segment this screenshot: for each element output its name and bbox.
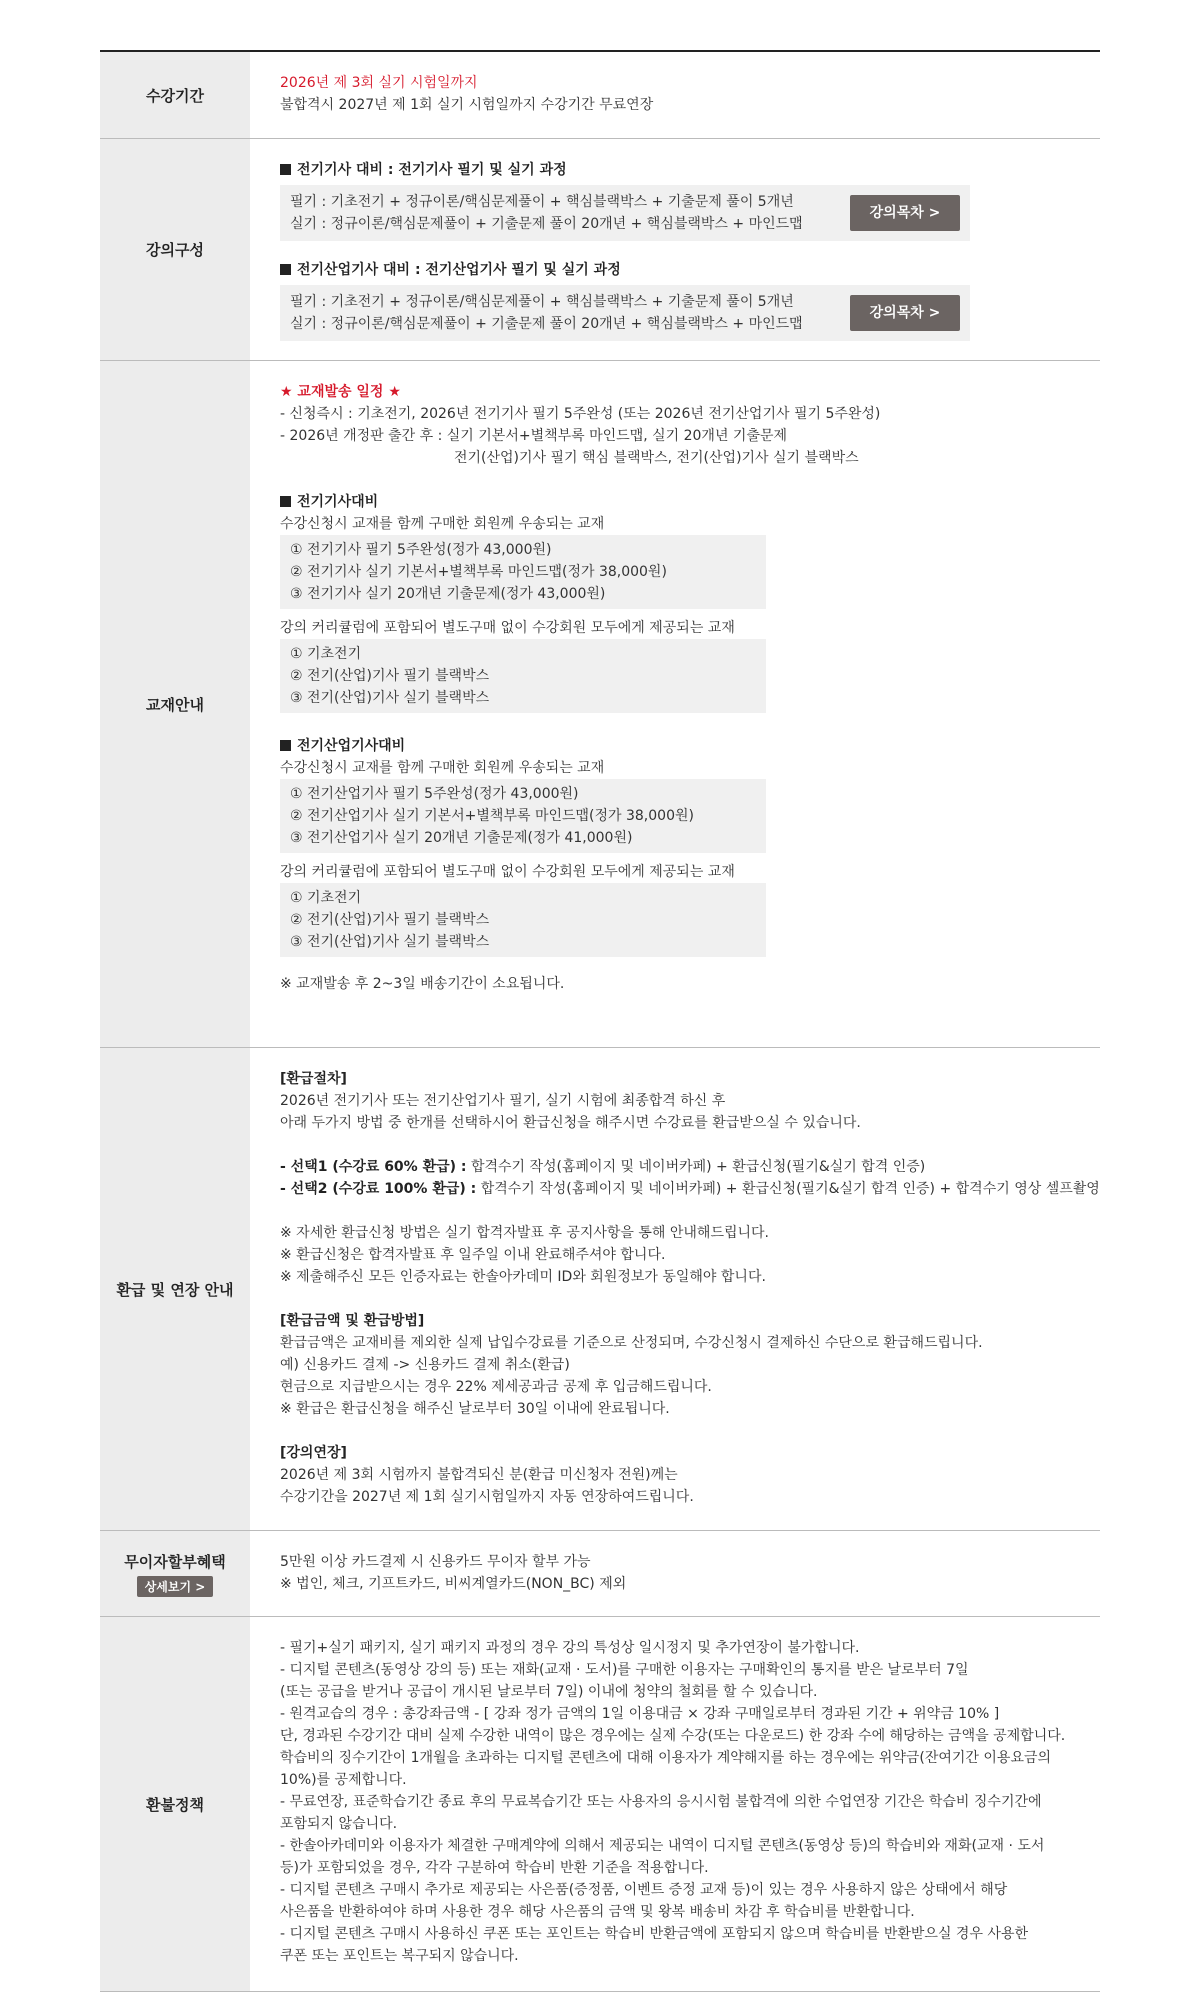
square-bullet-icon bbox=[280, 164, 291, 175]
list-item: ③ 전기산업기사 실기 20개년 기출문제(정가 41,000원) bbox=[290, 830, 633, 846]
refund-label: 환급 및 연장 안내 bbox=[100, 1048, 250, 1530]
curriculum-button[interactable]: 강의목차 > bbox=[850, 295, 960, 331]
details-button[interactable]: 상세보기 > bbox=[137, 1576, 214, 1597]
refund-amount-line: 예) 신용카드 결제 -> 신용카드 결제 취소(환급) bbox=[280, 1357, 570, 1373]
policy-line: 쿠폰 또는 포인트는 복구되지 않습니다. bbox=[280, 1948, 519, 1964]
refund-policy-row bbox=[100, 1617, 1100, 1992]
list-item: ① 전기산업기사 필기 5주완성(정가 43,000원) bbox=[290, 786, 579, 802]
policy-line: - 필기+실기 패키지, 실기 패키지 과정의 경우 강의 특성상 일시정지 및 추가연장이 불가합니다. bbox=[280, 1640, 860, 1656]
refund-procedure-title: [환급절차] bbox=[280, 1071, 347, 1087]
textbook-row bbox=[100, 361, 1100, 1048]
installment-line: ※ 법인, 체크, 기프트카드, 비씨계열카드(NON_BC) 제외 bbox=[280, 1576, 627, 1592]
installment-row bbox=[100, 1531, 1100, 1617]
policy-line: 포함되지 않습니다. bbox=[280, 1816, 398, 1832]
refund-option-1: - 선택1 (수강료 60% 환급) : 합격수기 작성(홈페이지 및 네이버카페) + 환급신청(필기&실기 합격 인증) bbox=[280, 1159, 926, 1175]
textbook-list bbox=[280, 779, 766, 853]
refund-procedure-line: 아래 두가지 방법 중 한개를 선택하시어 환급신청을 해주시면 수강료를 환급받으실 수 있습니다. bbox=[280, 1115, 861, 1131]
list-item: ① 기초전기 bbox=[290, 646, 362, 662]
curriculum-button[interactable]: 강의목차 > bbox=[850, 195, 960, 231]
shipping-schedule-title: ★ 교재발송 일정 ★ bbox=[280, 384, 401, 400]
composition-label: 강의구성 bbox=[100, 139, 250, 360]
course-line: 실기 : 정규이론/핵심문제풀이 + 기출문제 풀이 20개년 + 핵심블랙박스 + 마인드맵 bbox=[290, 316, 803, 332]
textbook-desc: 수강신청시 교재를 함께 구매한 회원께 우송되는 교재 bbox=[280, 516, 605, 532]
refund-note: ※ 자세한 환급신청 방법은 실기 합격자발표 후 공지사항을 통해 안내해드립니다. bbox=[280, 1225, 769, 1241]
policy-line: - 디지털 콘텐츠 구매시 추가로 제공되는 사은품(증정품, 이벤트 증정 교재 등)이 있는 경우 사용하지 않은 상태에서 해당 bbox=[280, 1882, 1008, 1898]
policy-line: 학습비의 징수기간이 1개월을 초과하는 디지털 콘텐츠에 대해 이용자가 계약해지를 하는 경우에는 위약금(잔여기간 이용요금의 bbox=[280, 1750, 1052, 1766]
shipping-schedule-line: - 신청즉시 : 기초전기, 2026년 전기기사 필기 5주완성 (또는 2026년 전기산업기사 필기 5주완성) bbox=[280, 406, 881, 422]
extension-line: 수강기간을 2027년 제 1회 실기시험일까지 자동 연장하여드립니다. bbox=[280, 1489, 694, 1505]
installment-label bbox=[100, 1531, 250, 1616]
course-group-title: 전기기사 대비 : 전기기사 필기 및 실기 과정 bbox=[280, 159, 1100, 181]
policy-line: 10%)를 공제합니다. bbox=[280, 1772, 407, 1788]
refund-amount-line: 현금으로 지급받으시는 경우 22% 제세공과금 공제 후 입금해드립니다. bbox=[280, 1379, 712, 1395]
list-item: ② 전기산업기사 실기 기본서+별책부록 마인드맵(정가 38,000원) bbox=[290, 808, 694, 824]
textbook-section-title: 전기산업기사대비 bbox=[280, 735, 1100, 757]
policy-line: - 디지털 콘텐츠 구매시 사용하신 쿠폰 또는 포인트는 학습비 반환금액에 포함되지 않으며 학습비를 반환받으실 경우 사용한 bbox=[280, 1926, 1029, 1942]
course-info-table bbox=[100, 50, 1100, 1992]
policy-line: (또는 공급을 받거나 공급이 개시된 날로부터 7일) 이내에 청약의 철회를 할 수 있습니다. bbox=[280, 1684, 818, 1700]
period-line-2: 불합격시 2027년 제 1회 실기 시험일까지 수강기간 무료연장 bbox=[280, 97, 654, 113]
textbook-list bbox=[280, 535, 766, 609]
refund-procedure-line: 2026년 전기기사 또는 전기산업기사 필기, 실기 시험에 최종합격 하신 후 bbox=[280, 1093, 726, 1109]
shipping-schedule-line: - 2026년 개정판 출간 후 : 실기 기본서+별책부록 마인드맵, 실기 20개년 기출문제 bbox=[280, 428, 788, 444]
list-item: ② 전기기사 실기 기본서+별책부록 마인드맵(정가 38,000원) bbox=[290, 564, 667, 580]
refund-amount-line: ※ 환급은 환급신청을 해주신 날로부터 30일 이내에 완료됩니다. bbox=[280, 1401, 670, 1417]
course-line: 필기 : 기초전기 + 정규이론/핵심문제풀이 + 핵심블랙박스 + 기출문제 풀이 5개년 bbox=[290, 194, 794, 210]
extension-title: [강의연장] bbox=[280, 1445, 347, 1461]
period-line-1: 2026년 제 3회 실기 시험일까지 bbox=[280, 75, 478, 91]
list-item: ③ 전기기사 실기 20개년 기출문제(정가 43,000원) bbox=[290, 586, 606, 602]
policy-line: 등)가 포함되었을 경우, 각각 구분하여 학습비 반환 기준을 적용합니다. bbox=[280, 1860, 709, 1876]
installment-line: 5만원 이상 카드결제 시 신용카드 무이자 할부 가능 bbox=[280, 1554, 591, 1570]
list-item: ② 전기(산업)기사 필기 블랙박스 bbox=[290, 668, 490, 684]
installment-label-text: 무이자할부혜택 bbox=[124, 1552, 226, 1571]
extension-line: 2026년 제 3회 시험까지 불합격되신 분(환급 미신청자 전원)께는 bbox=[280, 1467, 678, 1483]
course-group-title: 전기산업기사 대비 : 전기산업기사 필기 및 실기 과정 bbox=[280, 259, 1100, 281]
policy-line: - 무료연장, 표준학습기간 종료 후의 무료복습기간 또는 사용자의 응시시험 불합격에 의한 수업연장 기간은 학습비 징수기간에 bbox=[280, 1794, 1042, 1810]
list-item: ③ 전기(산업)기사 실기 블랙박스 bbox=[290, 690, 490, 706]
square-bullet-icon bbox=[280, 496, 291, 507]
square-bullet-icon bbox=[280, 264, 291, 275]
refund-note: ※ 제출해주신 모든 인증자료는 한솔아카데미 ID와 회원정보가 동일해야 합니다. bbox=[280, 1269, 766, 1285]
refund-amount-title: [환급금액 및 환급방법] bbox=[280, 1313, 425, 1329]
course-line: 실기 : 정규이론/핵심문제풀이 + 기출문제 풀이 20개년 + 핵심블랙박스 + 마인드맵 bbox=[290, 216, 803, 232]
shipping-note: ※ 교재발송 후 2~3일 배송기간이 소요됩니다. bbox=[280, 976, 565, 992]
period-row bbox=[100, 52, 1100, 139]
list-item: ② 전기(산업)기사 필기 블랙박스 bbox=[290, 912, 490, 928]
policy-line: 사은품을 반환하여야 하며 사용한 경우 해당 사은품의 금액 및 왕복 배송비 차감 후 학습비를 반환합니다. bbox=[280, 1904, 915, 1920]
refund-option-2: - 선택2 (수강료 100% 환급) : 합격수기 작성(홈페이지 및 네이버카페) + 환급신청(필기&실기 합격 인증) + 합격수기 영상 셀프촬영 bbox=[280, 1181, 1100, 1197]
textbook-desc: 수강신청시 교재를 함께 구매한 회원께 우송되는 교재 bbox=[280, 760, 605, 776]
refund-policy-label: 환불정책 bbox=[100, 1617, 250, 1991]
refund-row bbox=[100, 1048, 1100, 1531]
refund-amount-line: 환급금액은 교재비를 제외한 실제 납입수강료를 기준으로 산정되며, 수강신청시 결제하신 수단으로 환급해드립니다. bbox=[280, 1335, 983, 1351]
textbook-desc: 강의 커리큘럼에 포함되어 별도구매 없이 수강회원 모두에게 제공되는 교재 bbox=[280, 620, 735, 636]
course-group-box bbox=[280, 285, 970, 341]
list-item: ① 기초전기 bbox=[290, 890, 362, 906]
course-line: 필기 : 기초전기 + 정규이론/핵심문제풀이 + 핵심블랙박스 + 기출문제 풀이 5개년 bbox=[290, 294, 794, 310]
shipping-schedule-line: 전기(산업)기사 필기 핵심 블랙박스, 전기(산업)기사 실기 블랙박스 bbox=[454, 450, 859, 466]
policy-line: - 원격교습의 경우 : 총강좌금액 - [ 강좌 정가 금액의 1일 이용대금 × 강좌 구매일로부터 경과된 기간 + 위약금 10% ] bbox=[280, 1706, 1000, 1722]
textbook-list bbox=[280, 883, 766, 957]
textbook-label: 교재안내 bbox=[100, 361, 250, 1047]
list-item: ① 전기기사 필기 5주완성(정가 43,000원) bbox=[290, 542, 552, 558]
period-label: 수강기간 bbox=[100, 52, 250, 138]
square-bullet-icon bbox=[280, 740, 291, 751]
textbook-section-title: 전기기사대비 bbox=[280, 491, 1100, 513]
policy-line: - 한솔아카데미와 이용자가 체결한 구매계약에 의해서 제공되는 내역이 디지털 콘텐츠(동영상 등)의 학습비와 재화(교재 · 도서 bbox=[280, 1838, 1045, 1854]
textbook-desc: 강의 커리큘럼에 포함되어 별도구매 없이 수강회원 모두에게 제공되는 교재 bbox=[280, 864, 735, 880]
refund-note: ※ 환급신청은 합격자발표 후 일주일 이내 완료해주셔야 합니다. bbox=[280, 1247, 666, 1263]
composition-row bbox=[100, 139, 1100, 361]
policy-line: - 디지털 콘텐츠(동영상 강의 등) 또는 재화(교재 · 도서)를 구매한 이용자는 구매확인의 통지를 받은 날로부터 7일 bbox=[280, 1662, 969, 1678]
list-item: ③ 전기(산업)기사 실기 블랙박스 bbox=[290, 934, 490, 950]
textbook-list bbox=[280, 639, 766, 713]
course-group-box bbox=[280, 185, 970, 241]
policy-line: 단, 경과된 수강기간 대비 실제 수강한 내역이 많은 경우에는 실제 수강(또는 다운로드) 한 강좌 수에 해당하는 금액을 공제합니다. bbox=[280, 1728, 1066, 1744]
